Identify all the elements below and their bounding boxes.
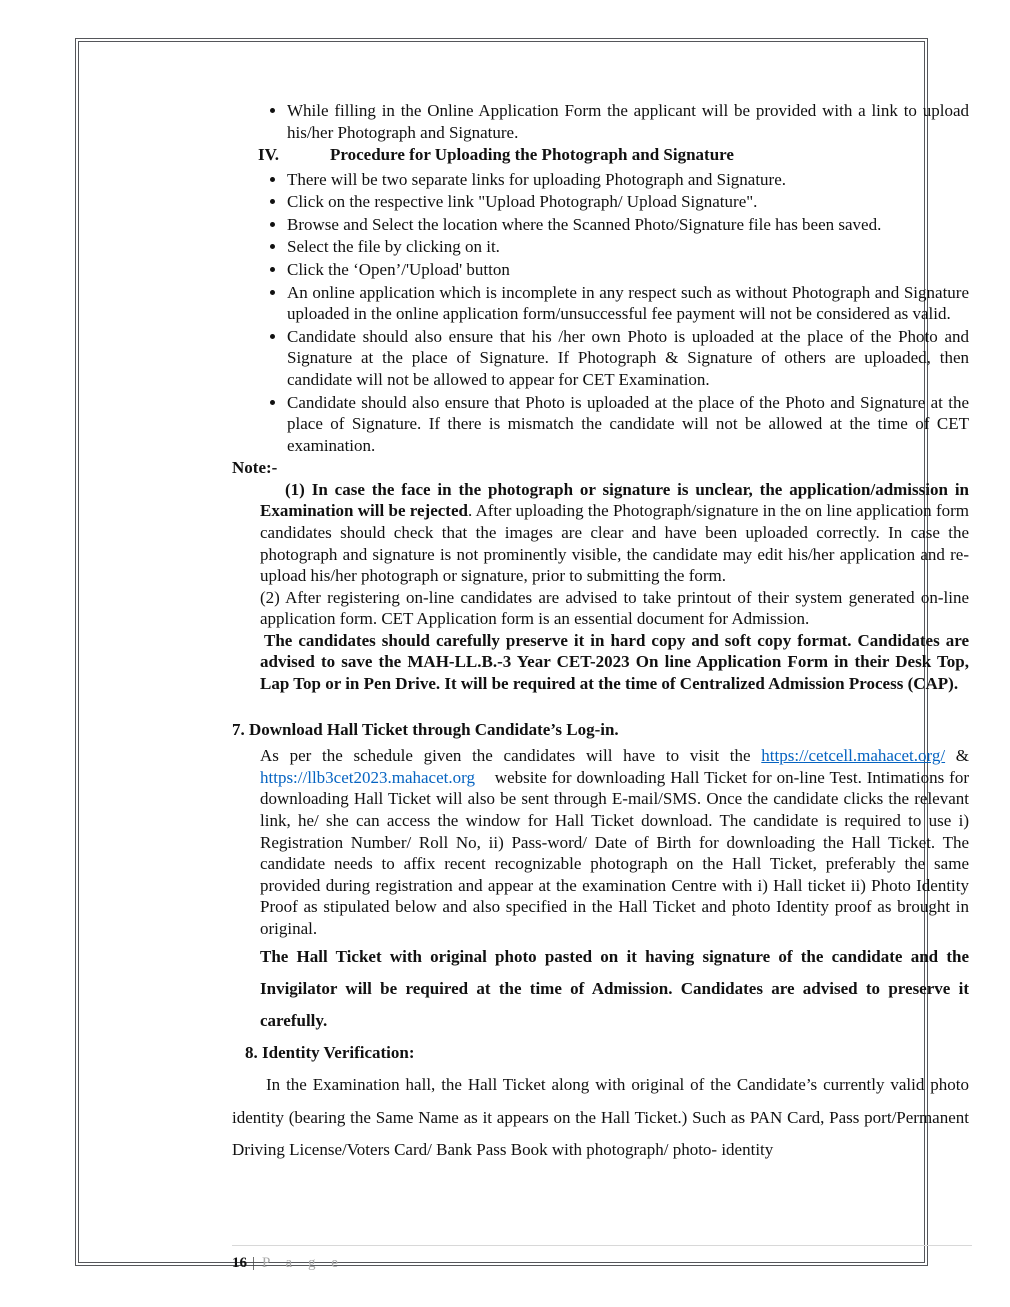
page-number: 16: [232, 1255, 247, 1271]
note-paragraph-2: (2) After registering on-line candidates are advised to take printout of their system generated on-line application form. CET Application form is an essential document for Admission.: [260, 587, 969, 629]
page-word-label: P a g e: [262, 1255, 344, 1271]
section-7-rest-text: website for downloading Hall Ticket for on-line Test. Intimations for downloading Hall Ticket will also be sent through E-mail/SMS. Once the candidate clicks the relevant link, he/ she can access the window for Hall Ticket download. The candidate is required to use i) Registration Number/ Roll No, ii) Pass-word/ Date of Birth for downloading the Hall Ticket. The candidate needs to affix recent recognizable photograph on the Hall Ticket, preferably the same provided during registration and appear at the examination Centre with i) Hall ticket ii) Photo Identity Proof as stipulated below and also specified in the Hall Ticket and photo Identity proof as brought in original.: [260, 767, 969, 938]
footer-separator: |: [252, 1255, 256, 1271]
bullet-item: • An online application which is incomplete in any respect such as without Photograph and Signature uploaded in the online application form/unsuccessful fee payment will not be considered as valid.: [287, 282, 969, 325]
section-iv-number: IV.: [258, 145, 279, 165]
bullet-item: • Candidate should also ensure that his /her own Photo is uploaded at the place of the Photo and Signature at the place of Signature. If Photograph & Signature of others are uploaded, then candidate will not be allowed to appear for CET Examination.: [287, 326, 969, 391]
section-7-lead-text: As per the schedule given the candidates will have to visit the: [260, 746, 762, 766]
page-border: [75, 38, 969, 1271]
section-7-heading: 7. Download Hall Ticket through Candidate’s Log-in.: [232, 719, 619, 739]
page-footer: [232, 1245, 972, 1272]
section-iv-heading: [258, 144, 969, 166]
hall-ticket-bold-paragraph: The Hall Ticket with original photo pasted on it having signature of the candidate and the Invigilator will be required at the time of Admission. Candidates are advised to preserve it carefully.: [260, 947, 969, 1031]
bullet-item: • Click on the respective link "Upload Photograph/ Upload Signature".: [287, 191, 969, 213]
note-paragraph-1: [260, 479, 969, 587]
intro-bullet-list: [232, 100, 969, 143]
section-8-paragraph: In the Examination hall, the Hall Ticket along with original of the Candidate’s currently valid photo identity (bearing the Same Name as it appears on the Hall Ticket.) Such as PAN Card, Pass port/Permanent Driving License/Voters Card/ Bank Pass Book with photograph/ photo- identity: [232, 1074, 969, 1160]
section-iv-title: Procedure for Uploading the Photograph and Signature: [330, 145, 734, 165]
note-label: Note:-: [232, 458, 278, 478]
note-paragraph-1-rest: . After uploading the Photograph/signature in the on line application form candidates should check that the images are clear and have been uploaded correctly. In case the photograph and signature is not prominently visible, the candidate may edit his/her application and re-upload his/her photograph or signature, prior to submitting the form.: [260, 501, 969, 586]
bullet-item: • Click the ‘Open’/'Upload' button: [287, 259, 969, 281]
ampersand-text: &: [945, 746, 969, 766]
intro-bullet-item: • While filling in the Online Application Form the applicant will be provided with a link to upload his/her Photograph and Signature.: [287, 100, 969, 143]
bullet-item: • Candidate should also ensure that Photo is uploaded at the place of the Photo and Signature at the place of Signature. If there is mismatch the candidate will not be allowed at the time of CET examination.: [287, 392, 969, 457]
bullet-item: • There will be two separate links for uploading Photograph and Signature.: [287, 169, 969, 191]
cetcell-website-link[interactable]: https://cetcell.mahacet.org/: [761, 746, 946, 766]
section-7-paragraph: [260, 745, 969, 939]
note-paragraph-1-bold: (1) In case the face in the photograph or signature is unclear, the application/admission in Examination will be rejected: [260, 479, 969, 521]
section-8-heading: 8. Identity Verification:: [245, 1043, 415, 1063]
bullet-item: • Select the file by clicking on it.: [287, 236, 969, 258]
document-content: [232, 100, 969, 1167]
note-paragraph-3: The candidates should carefully preserve it in hard copy and soft copy format. Candidates are advised to save the MAH-LL.B.-3 Year CET-2023 On line Application Form in their Desk Top, Lap Top or in Pen Drive. It will be required at the time of Centralized Admission Process (CAP).: [260, 630, 969, 694]
bullet-item: • Browse and Select the location where the Scanned Photo/Signature file has been saved.: [287, 214, 969, 236]
section-iv-bullet-list: [232, 169, 969, 457]
llb3cet-website-link[interactable]: https://llb3cet2023.mahacet.org: [260, 767, 475, 787]
